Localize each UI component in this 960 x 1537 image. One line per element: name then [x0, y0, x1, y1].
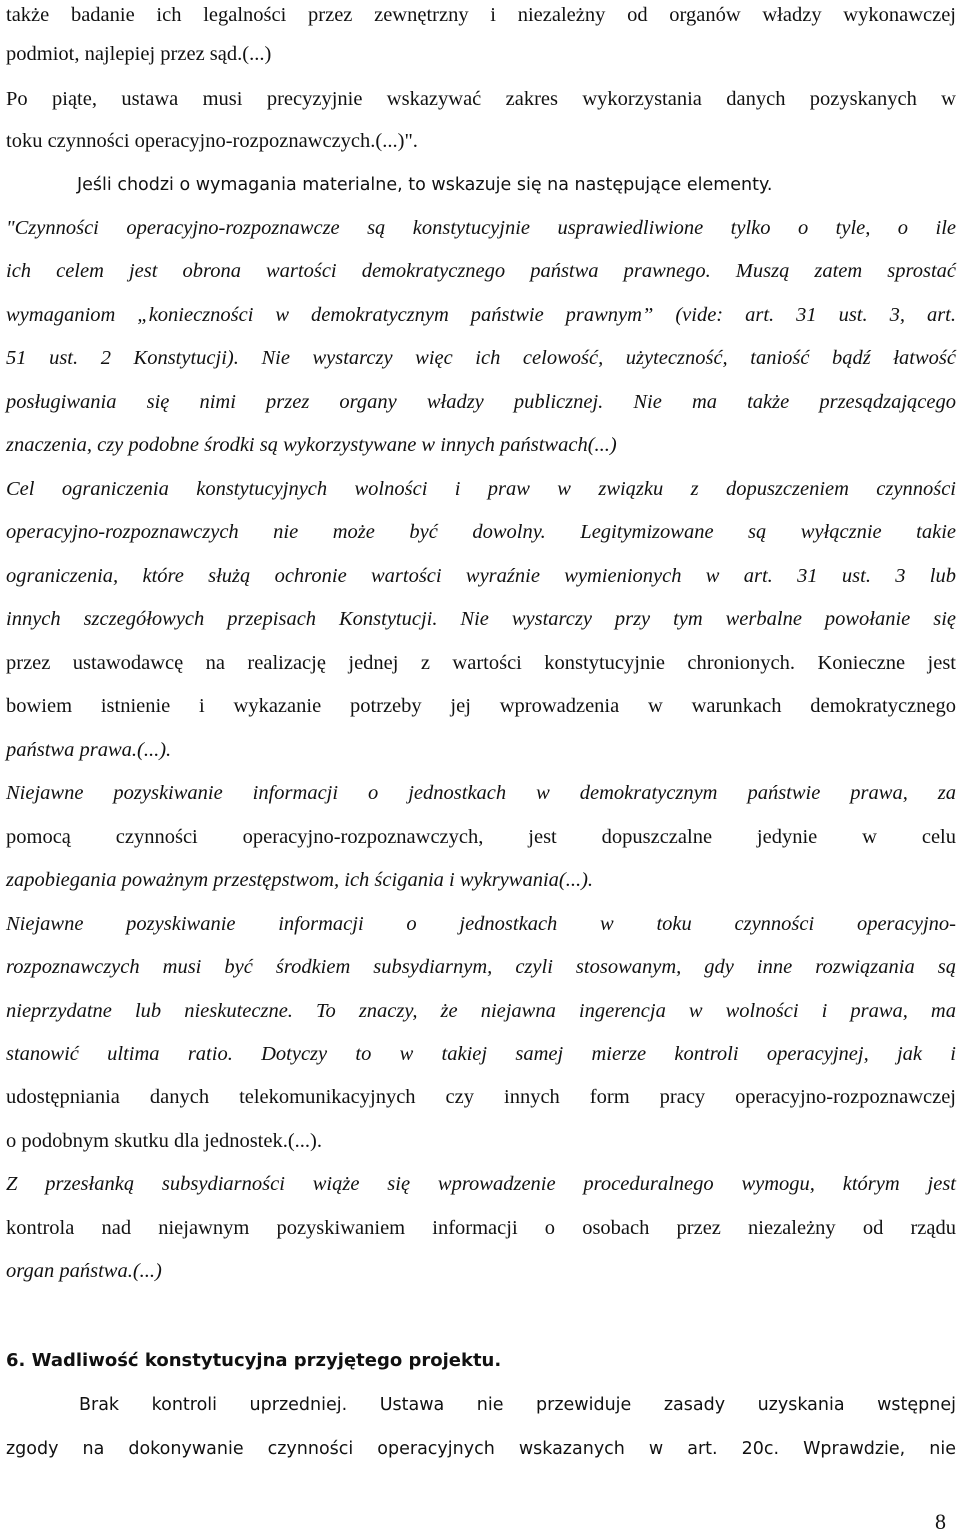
text-line: także badanie ich legalności przez zewnętrzny i niezależny od organów władzy wykonawczej — [6, 4, 956, 26]
text-line: ich celem jest obrona wartości demokratycznego państwa prawnego. Muszą zatem sprostać — [6, 260, 956, 282]
text-line: posługiwania się nimi przez organy władzy publicznej. Nie ma także przesądzającego — [6, 391, 956, 413]
text-line: Brak kontroli uprzedniej. Ustawa nie przewiduje zasady uzyskania wstępnej — [79, 1395, 956, 1415]
text-line: zgody na dokonywanie czynności operacyjnych wskazanych w art. 20c. Wprawdzie, nie — [6, 1439, 956, 1459]
text-line: Niejawne pozyskiwanie informacji o jednostkach w toku czynności operacyjno- — [6, 913, 956, 935]
text-line: rozpoznawczych musi być środkiem subsydiarnym, czyli stosowanym, gdy inne rozwiązania są — [6, 956, 956, 978]
text-line: nieprzydatne lub nieskuteczne. To znaczy, że niejawna ingerencja w wolności i prawa, ma — [6, 1000, 956, 1022]
text-line: przez ustawodawcę na realizację jednej z wartości konstytucyjnie chronionych. Konieczne jest — [6, 652, 956, 674]
text-line: Po piąte, ustawa musi precyzyjnie wskazywać zakres wykorzystania danych pozyskanych w — [6, 88, 956, 110]
text-line: "Czynności operacyjno-rozpoznawcze są konstytucyjnie usprawiedliwione tylko o tyle, o ile — [6, 217, 956, 239]
text-line: Jeśli chodzi o wymagania materialne, to wskazuje się na następujące elementy. — [77, 175, 773, 195]
text-line: państwa prawa.(...). — [6, 739, 172, 761]
text-line: ograniczenia, które służą ochronie wartości wyraźnie wymienionych w art. 31 ust. 3 lub — [6, 565, 956, 587]
text-line: Niejawne pozyskiwanie informacji o jednostkach w demokratycznym państwie prawa, za — [6, 782, 956, 804]
text-line: podmiot, najlepiej przez sąd.(...) — [6, 43, 272, 65]
text-line: pomocą czynności operacyjno-rozpoznawczych, jest dopuszczalne jedynie w celu — [6, 826, 956, 848]
text-line: zapobiegania poważnym przestępstwom, ich ścigania i wykrywania(...). — [6, 869, 594, 891]
text-line: udostępniania danych telekomunikacyjnych czy innych form pracy operacyjno-rozpoznawczej — [6, 1086, 956, 1108]
text-line: kontrola nad niejawnym pozyskiwaniem informacji o osobach przez niezależny od rządu — [6, 1217, 956, 1239]
text-line: o podobnym skutku dla jednostek.(...). — [6, 1130, 323, 1152]
text-line: toku czynności operacyjno-rozpoznawczych.(...)". — [6, 130, 418, 152]
text-line: 51 ust. 2 Konstytucji). Nie wystarczy więc ich celowość, użyteczność, taniość bądź łatwość — [6, 347, 956, 369]
text-line: znaczenia, czy podobne środki są wykorzystywane w innych państwach(...) — [6, 434, 617, 456]
section-heading: 6. Wadliwość konstytucyjna przyjętego projektu. — [6, 1350, 502, 1371]
text-line: operacyjno-rozpoznawczych nie może być dowolny. Legitymizowane są wyłącznie takie — [6, 521, 956, 543]
text-line: Z przesłanką subsydiarności wiąże się wprowadzenie proceduralnego wymogu, którym jest — [6, 1173, 956, 1195]
text-line: organ państwa.(...) — [6, 1260, 162, 1282]
text-line: wymaganiom „konieczności w demokratycznym państwie prawnym” (vide: art. 31 ust. 3, art. — [6, 304, 956, 326]
text-line: innych szczegółowych przepisach Konstytucji. Nie wystarczy przy tym werbalne powołanie się — [6, 608, 956, 630]
page-number: 8 — [935, 1509, 946, 1534]
text-line: bowiem istnienie i wykazanie potrzeby jej wprowadzenia w warunkach demokratycznego — [6, 695, 956, 717]
text-line: stanowić ultima ratio. Dotyczy to w takiej samej mierze kontroli operacyjnej, jak i — [6, 1043, 956, 1065]
text-line: Cel ograniczenia konstytucyjnych wolności i praw w związku z dopuszczeniem czynności — [6, 478, 956, 500]
